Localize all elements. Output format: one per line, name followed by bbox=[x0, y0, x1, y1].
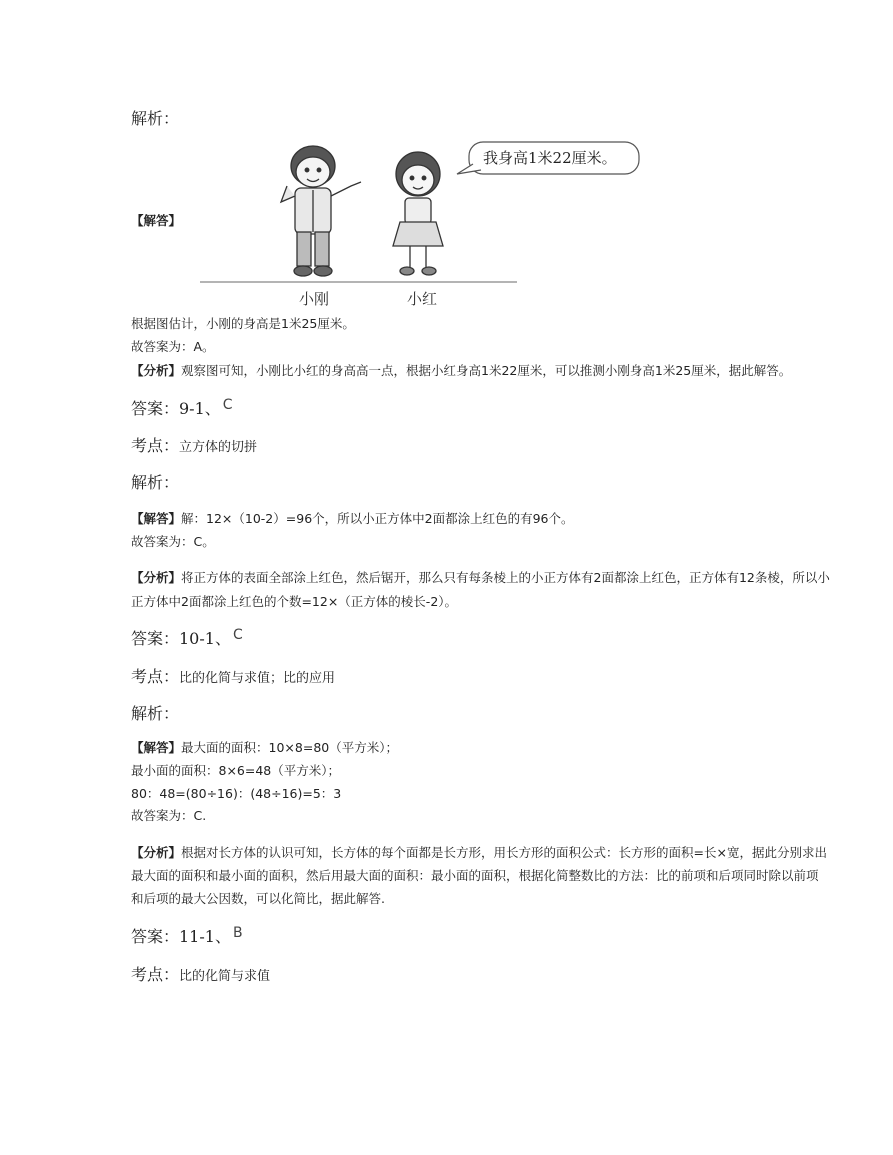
fenxi-10-line1: 【分析】根据对长方体的认识可知，长方体的每个面都是长方形，用长方形的面积公式：长方形的面积=长×宽，据此分别求出 bbox=[131, 845, 827, 860]
fenxi-9-line1: 【分析】将正方体的表面全部涂上红色，然后锯开，那么只有每条棱上的小正方体有2面都涂上红色，正方体有12条棱，所以小 bbox=[131, 570, 830, 585]
jiexi-heading: 解析： bbox=[131, 109, 180, 128]
jieda-tag: 【解答】 bbox=[131, 213, 182, 228]
jieda-9: 【解答】解：12×（10-2）=96个，所以小正方体中2面都涂上红色的有96个。 bbox=[131, 511, 574, 526]
fenxi-9-line2: 正方体中2面都涂上红色的个数=12×（正方体的棱长-2）。 bbox=[131, 594, 458, 609]
jieda-10-line3: 80：48=(80÷16)：(48÷16)=5：3 bbox=[131, 786, 342, 801]
answer-letter: C bbox=[232, 627, 243, 643]
jiexi-10: 解析： bbox=[131, 704, 180, 723]
fenxi-tag: 【分析】 bbox=[131, 363, 182, 378]
jieda-10-line1: 【解答】最大面的面积：10×8=80（平方米）； bbox=[131, 740, 398, 755]
answer-11: 答案：11-1、 B bbox=[131, 925, 243, 946]
guda-9: 故答案为：C。 bbox=[131, 534, 215, 549]
answer-9: 答案：9-1、 C bbox=[131, 397, 233, 418]
answer-letter: C bbox=[222, 397, 233, 413]
speech-text: 我身高1米22厘米。 bbox=[483, 149, 617, 167]
jiexi-9: 解析： bbox=[131, 473, 180, 492]
jieda-10-line2: 最小面的面积：8×6=48（平方米）； bbox=[131, 763, 341, 778]
kaodian-11: 考点：比的化简与求值 bbox=[131, 965, 271, 984]
height-comparison-figure bbox=[195, 138, 650, 310]
estimate-line: 根据图估计，小刚的身高是1米25厘米。 bbox=[131, 316, 355, 331]
speech-bubble bbox=[457, 142, 639, 174]
kaodian-10: 考点：比的化简与求值；比的应用 bbox=[131, 667, 336, 686]
boy-label: 小刚 bbox=[299, 290, 330, 308]
boy-illustration bbox=[281, 146, 361, 276]
answer-letter: B bbox=[232, 925, 243, 941]
fenxi-line: 【分析】观察图可知，小刚比小红的身高高一点，根据小红身高1米22厘米，可以推测小刚身高1米25厘米，据此解答。 bbox=[131, 363, 792, 378]
guda-10: 故答案为：C. bbox=[131, 808, 207, 823]
kaodian-9: 考点：立方体的切拼 bbox=[131, 436, 258, 455]
fenxi-10-line3: 和后项的最大公因数，可以化简比，据此解答. bbox=[131, 891, 385, 906]
answer-10: 答案：10-1、 C bbox=[131, 627, 243, 648]
answer-line: 故答案为：A。 bbox=[131, 339, 215, 354]
girl-illustration bbox=[393, 152, 443, 275]
girl-label: 小红 bbox=[407, 290, 438, 308]
fenxi-10-line2: 最大面的面积和最小面的面积，然后用最大面的面积：最小面的面积，根据化简整数比的方法：比的前项和后项同时除以前项 bbox=[131, 868, 819, 883]
